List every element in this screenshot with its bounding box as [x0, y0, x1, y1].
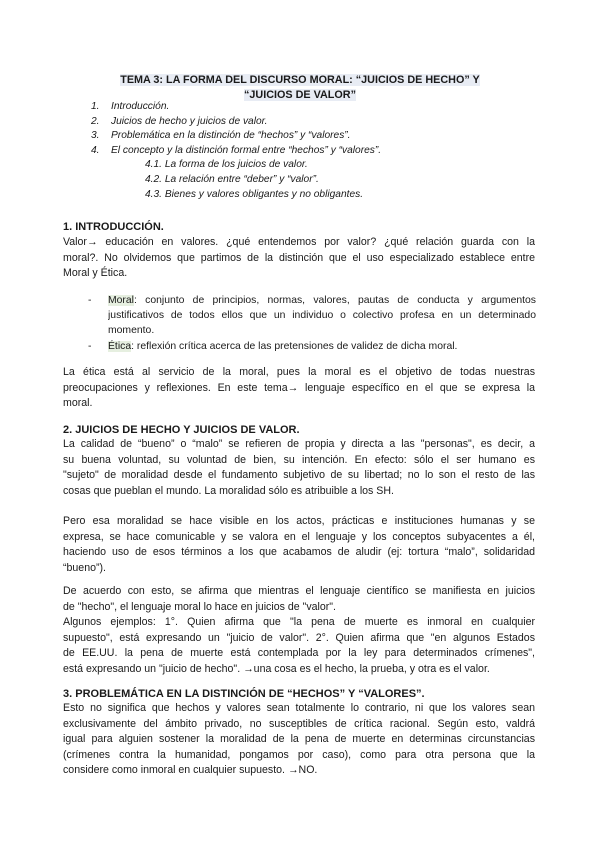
toc-item: 3. Problemática en la distinción de “hechos” y “valores”.: [91, 130, 351, 142]
toc-subitem: 4.3. Bienes y valores obligantes y no obligantes.: [145, 188, 364, 200]
term-etica: Ética: [108, 341, 132, 352]
table-of-contents: [91, 100, 381, 202]
section-2-heading: 2. JUICIOS DE HECHO Y JUICIOS DE VALOR.: [63, 424, 300, 436]
toc-item: 1. Introducción.: [91, 101, 170, 112]
section-2-paragraph-1: La calidad de “bueno” o “malo” se refieren de propia y directa a las "personas", es decir, a su buena voluntad, su voluntad de bien, su intención. En efecto: sólo el ser humano es "sujeto" de moralidad desde el fundamento subjetivo de su libertad; no lo son el resto de las cosas que pueblan el mundo. La moralidad sólo es atribuible a los SH.: [63, 438, 535, 497]
section-2-paragraph-3: De acuerdo con esto, se afirma que mientras el lenguaje científico se manifiesta en juicios de "hecho", el lenguaje moral lo hace en juicios de "valor". Algunos ejemplos: 1°. Quien afirma que "la pena de muerte es inmoral en cualquier supuesto", está expresando un "juicio de valor". 2°. Quien afirma que "en algunos Estados de EE.UU. la pena de muerte está contemplada por la ley para determinados crímenes", está expresando un "juicio de hecho". →una cosa es el hecho, la prueba, y otra es el valor.: [63, 585, 535, 675]
section-1-intro: Valor→ educación en valores. ¿qué entendemos por valor? ¿qué relación guarda con la moral?. No olvidemos que partimos de la distinción que el uso especializado establece entre Moral y Ética.: [63, 236, 535, 280]
section-2-paragraph-2: Pero esa moralidad se hace visible en los actos, prácticas e instituciones humanas y se expresa, se hace comunicable y se valora en el lenguaje y los conceptos subyacentes a él, haciendo uso de esos términos a los que acabamos de aludir (ej: tortura “malo”, solidaridad “bueno”).: [63, 515, 535, 574]
section-1-heading: 1. INTRODUCCIÓN.: [63, 221, 164, 233]
section-1-conclusion: La ética está al servicio de la moral, pues la moral es el objetivo de todas nuestras preocupaciones y reflexiones. En este tema→ lenguaje específico en el que se expresa la moral.: [63, 366, 535, 410]
list-item: - Moral: conjunto de principios, normas, valores, pautas de conducta y argumentos justificativos de todos ellos que un individuo o colectivo profesa en un determinado momento.: [88, 295, 536, 336]
toc-subitem: 4.1. La forma de los juicios de valor.: [145, 159, 308, 171]
toc-subitem: 4.2. La relación entre “deber” y “valor”.: [145, 173, 319, 185]
toc-item: 4. El concepto y la distinción formal entre “hechos” y “valores”.: [91, 144, 382, 156]
section-3-paragraph-1: Esto no significa que hechos y valores sean totalmente lo contrario, ni que los valores sean exclusivamente del ámbito privado, no susceptibles de crítica racional. Según esto, valdrá igual para alguien sostener la moralidad de la pena de muerte en determinas circunstancias (crímenes contra la humanidad, pongamos por caso), como para otra persona que la considere como inmoral en cualquier supuesto. →NO.: [63, 702, 535, 777]
list-item: - Ética: reflexión crítica acerca de las pretensiones de validez de dicha moral.: [88, 341, 458, 352]
term-moral: Moral: [108, 295, 134, 306]
title-line-2: “JUICIOS DE VALOR”: [244, 89, 356, 101]
title-line-1: TEMA 3: LA FORMA DEL DISCURSO MORAL: “JUICIOS DE HECHO” Y: [120, 74, 480, 86]
document-title: [60, 73, 540, 103]
section-3-heading: 3. PROBLEMÁTICA EN LA DISTINCIÓN DE “HECHOS” Y “VALORES”.: [63, 688, 425, 700]
definitions-list: [88, 293, 536, 355]
toc-item: 2. Juicios de hecho y juicios de valor.: [91, 115, 268, 127]
